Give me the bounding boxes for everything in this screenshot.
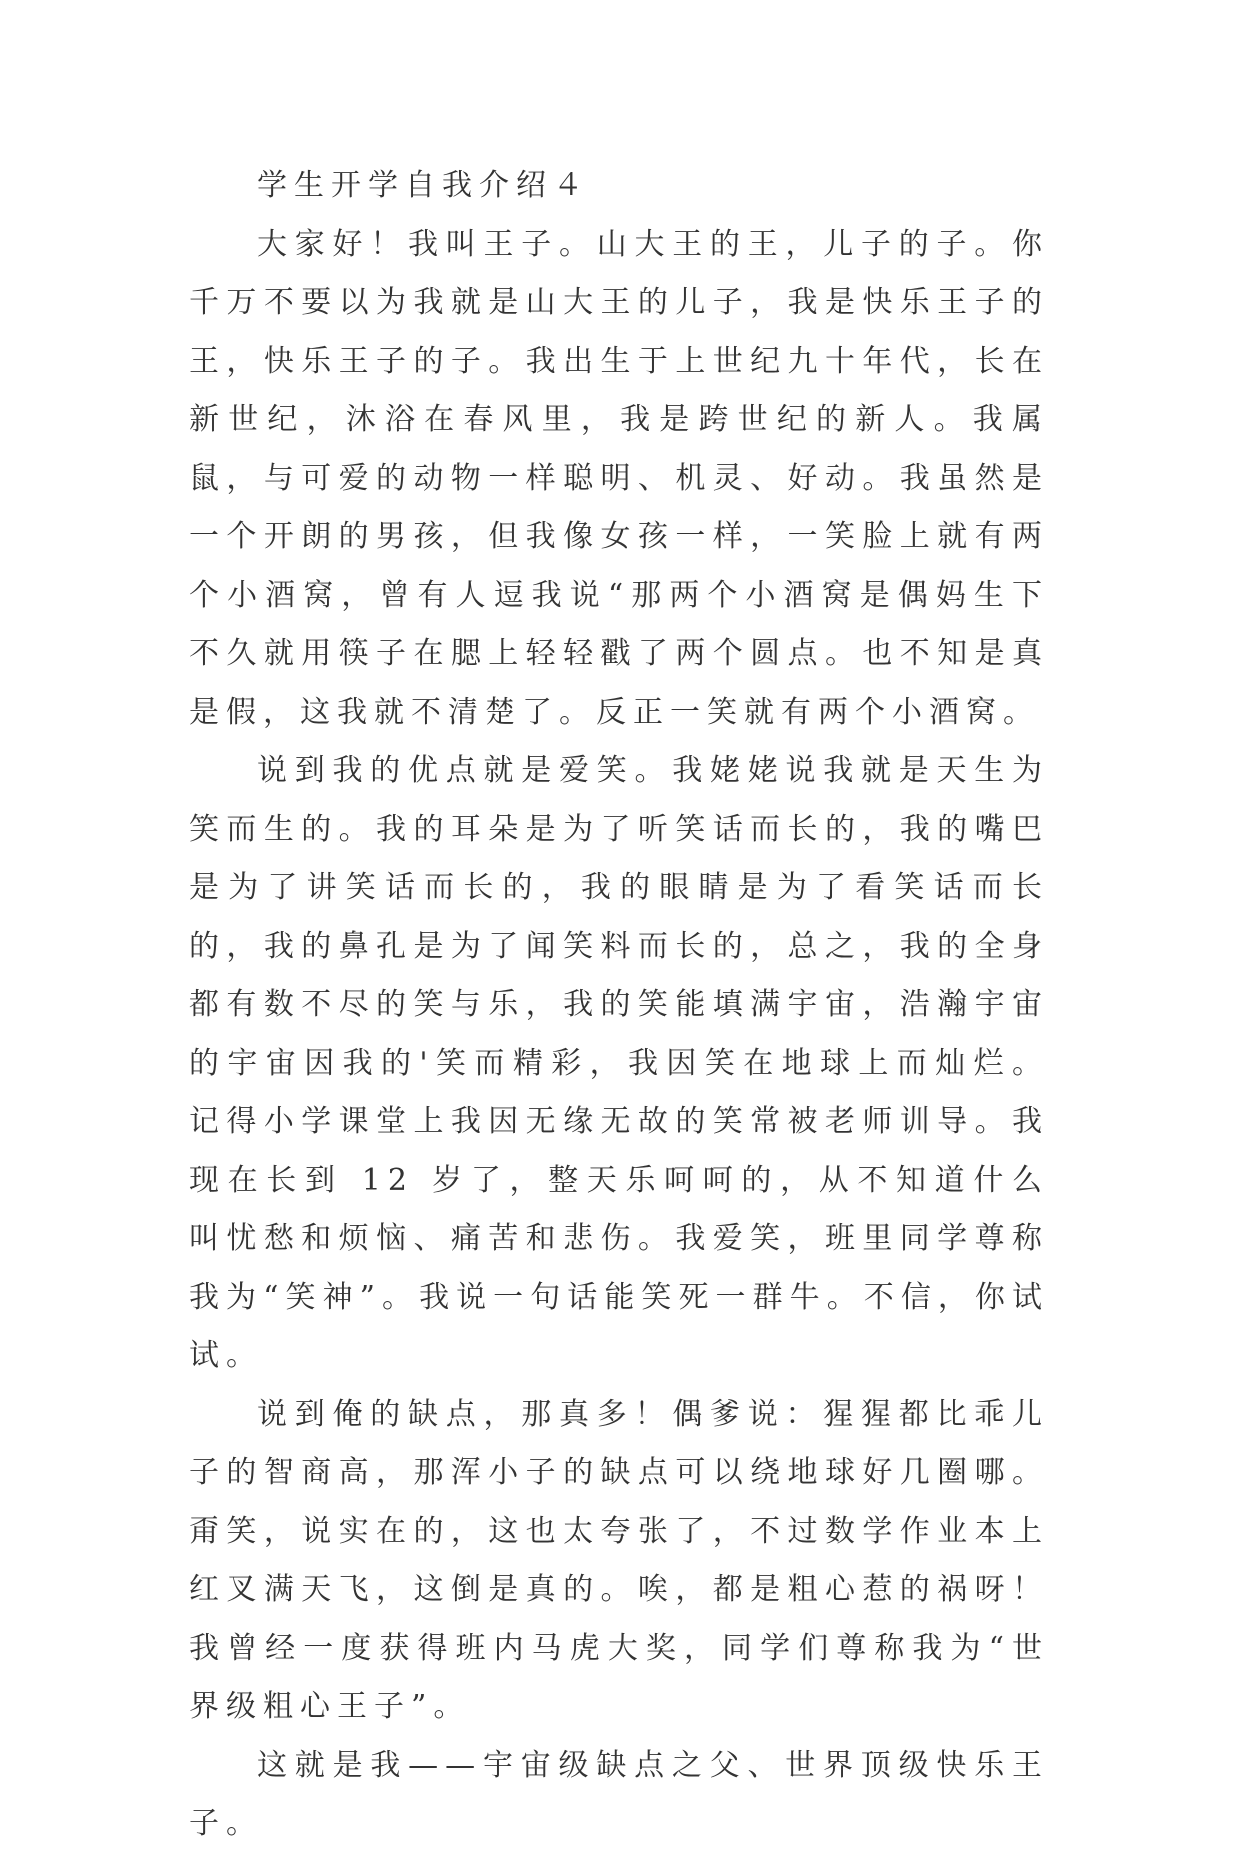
document-title: 学生开学自我介绍４ <box>257 168 590 203</box>
paragraph-strengths: 说到我的优点就是爱笑。我姥姥说我就是天生为笑而生的。我的耳朵是为了听笑话而长的，我的嘴巴是为了讲笑话而长的，我的眼睛是为了看笑话而长的，我的鼻孔是为了闻笑料而长的，总之，我的全身都有数不尽的笑与乐，我的笑能填满宇宙，浩瀚宇宙的宇宙因我的'笑而精彩，我因笑在地球上而灿烂。记得小学课堂上我因无缘无故的笑常被老师训导。我现在长到 12 岁了，整天乐呵呵的，从不知道什么叫忧愁和烦恼、痛苦和悲伤。我爱笑，班里同学尊称我为“笑神”。我说一句话能笑死一群牛。不信，你试试。 <box>189 753 1049 1373</box>
paragraph-introduction: 大家好！我叫王子。山大王的王，儿子的子。你千万不要以为我就是山大王的儿子，我是快乐王子的王，快乐王子的子。我出生于上世纪九十年代，长在新世纪，沐浴在春风里，我是跨世纪的新人。我属鼠，与可爱的动物一样聪明、机灵、好动。我虽然是一个开朗的男孩，但我像女孩一样，一笑脸上就有两个小酒窝，曾有人逗我说“那两个小酒窝是偶妈生下不久就用筷子在腮上轻轻戳了两个圆点。也不知是真是假，这我就不清楚了。反正一笑就有两个小酒窝。 <box>189 226 1049 730</box>
paragraph-weaknesses: 说到俺的缺点，那真多！偶爹说：猩猩都比乖儿子的智商高，那浑小子的缺点可以绕地球好几圈哪。甭笑，说实在的，这也太夸张了，不过数学作业本上红叉满天飞，这倒是真的。唉，都是粗心惹的祸呀！我曾经一度获得班内马虎大奖，同学们尊称我为“世界级粗心王子”。 <box>189 1396 1049 1724</box>
paragraph-conclusion: 这就是我——宇宙级缺点之父、世界顶级快乐王子。 <box>189 1747 1049 1841</box>
document-body <box>189 157 1049 1854</box>
